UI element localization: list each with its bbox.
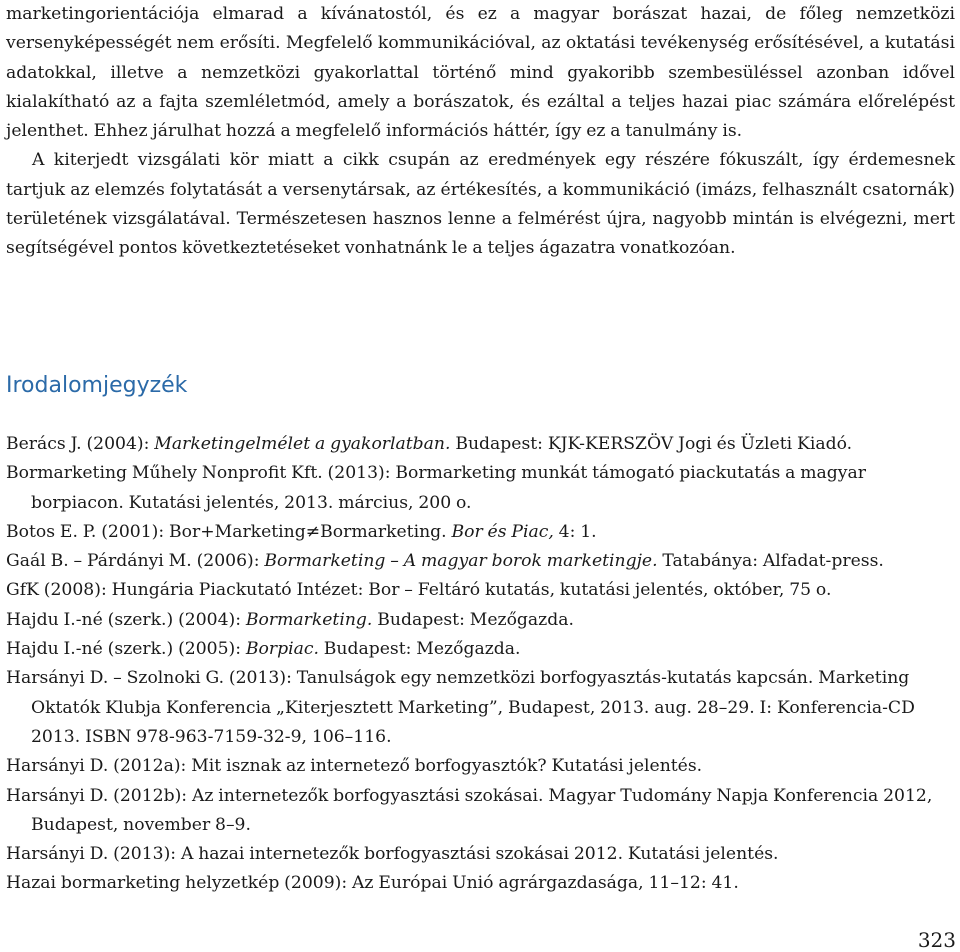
reference-item: Harsányi D. (2012a): Mit isznak az internetező borfogyasztók? Kutatási jelentés. (6, 756, 703, 777)
reference-item: GfK (2008): Hungária Piackutató Intézet: Bor – Feltáró kutatás, kutatási jelentés, október, 75 o. (6, 580, 832, 601)
reference-item: Botos E. P. (2001): Bor+Marketing≠Bormarketing. Bor és Piac, 4: 1. (6, 521, 597, 542)
reference-item: Harsányi D. (2012b): Az internetezők borfogyasztási szokásai. Magyar Tudomány Napja Konferencia 2012, Budapest, november 8–9. (6, 785, 933, 835)
reference-item: Gaál B. – Párdányi M. (2006): Bormarketing – A magyar borok marketingje. Tatabánya: Alfadat-press. (6, 551, 884, 572)
reference-item: Berács J. (2004): Marketingelmélet a gyakorlatban. Budapest: KJK-KERSZÖV Jogi és Üzleti Kiadó. (6, 434, 853, 454)
page-number: 323 (917, 928, 956, 952)
reference-item: Hazai bormarketing helyzetkép (2009): Az Európai Unió agrárgazdasága, 11–12: 41. (6, 873, 739, 894)
body-paragraph-2: A kiterjedt vizsgálati kör miatt a cikk csupán az eredmények egy részére fókuszált, így érdemesnek tartjuk az elemzés folytatását a versenytársak, az értékesítés, a kommunikáció (imázs, felhasznált csatornák) területének vizsgálatával. Természetesen hasznos lenne a felmérést újra, nagyobb mintán is elvégezni, mert segítségével pontos következtetéseket vonhatnánk le a teljes ágazatra vonatkozóan. (6, 150, 955, 259)
reference-item: Harsányi D. (2013): A hazai internetezők borfogyasztási szokásai 2012. Kutatási jelentés. (6, 844, 779, 865)
references-heading: Irodalomjegyzék (6, 373, 188, 398)
reference-item: Hajdu I.-né (szerk.) (2005): Borpiac. Budapest: Mezőgazda. (6, 639, 521, 660)
reference-item: Bormarketing Műhely Nonprofit Kft. (2013): Bormarketing munkát támogató piackutatás a magyar borpiacon. Kutatási jelentés, 2013. március, 200 o. (6, 463, 866, 513)
reference-list (6, 430, 955, 899)
body-text (6, 0, 955, 264)
body-paragraph-1: marketingorientációja elmarad a kívánatostól, és ez a magyar borászat hazai, de főleg nemzetközi versenyképességét nem erősíti. Megfelelő kommunikációval, az oktatási tevékenység erősítésével, a kutatási adatokkal, illetve a nemzetközi gyakorlattal történő mind gyakoribb szembesüléssel azonban idővel kialakítható az a fajta szemléletmód, amely a borászatok, és ezáltal a teljes hazai piac számára előrelépést jelenthet. Ehhez járulhat hozzá a megfelelő információs háttér, így ez a tanulmány is. (6, 4, 955, 142)
reference-item: Hajdu I.-né (szerk.) (2004): Bormarketing. Budapest: Mezőgazda. (6, 609, 574, 630)
reference-item: Harsányi D. – Szolnoki G. (2013): Tanulságok egy nemzetközi borfogyasztás-kutatás kapcsán. Marketing Oktatók Klubja Konferencia „Kiterjesztett Marketing”, Budapest, 2013. aug. 28–29. I: Konferencia-CD 2013. ISBN 978-963-7159-32-9, 106–116. (6, 668, 915, 747)
